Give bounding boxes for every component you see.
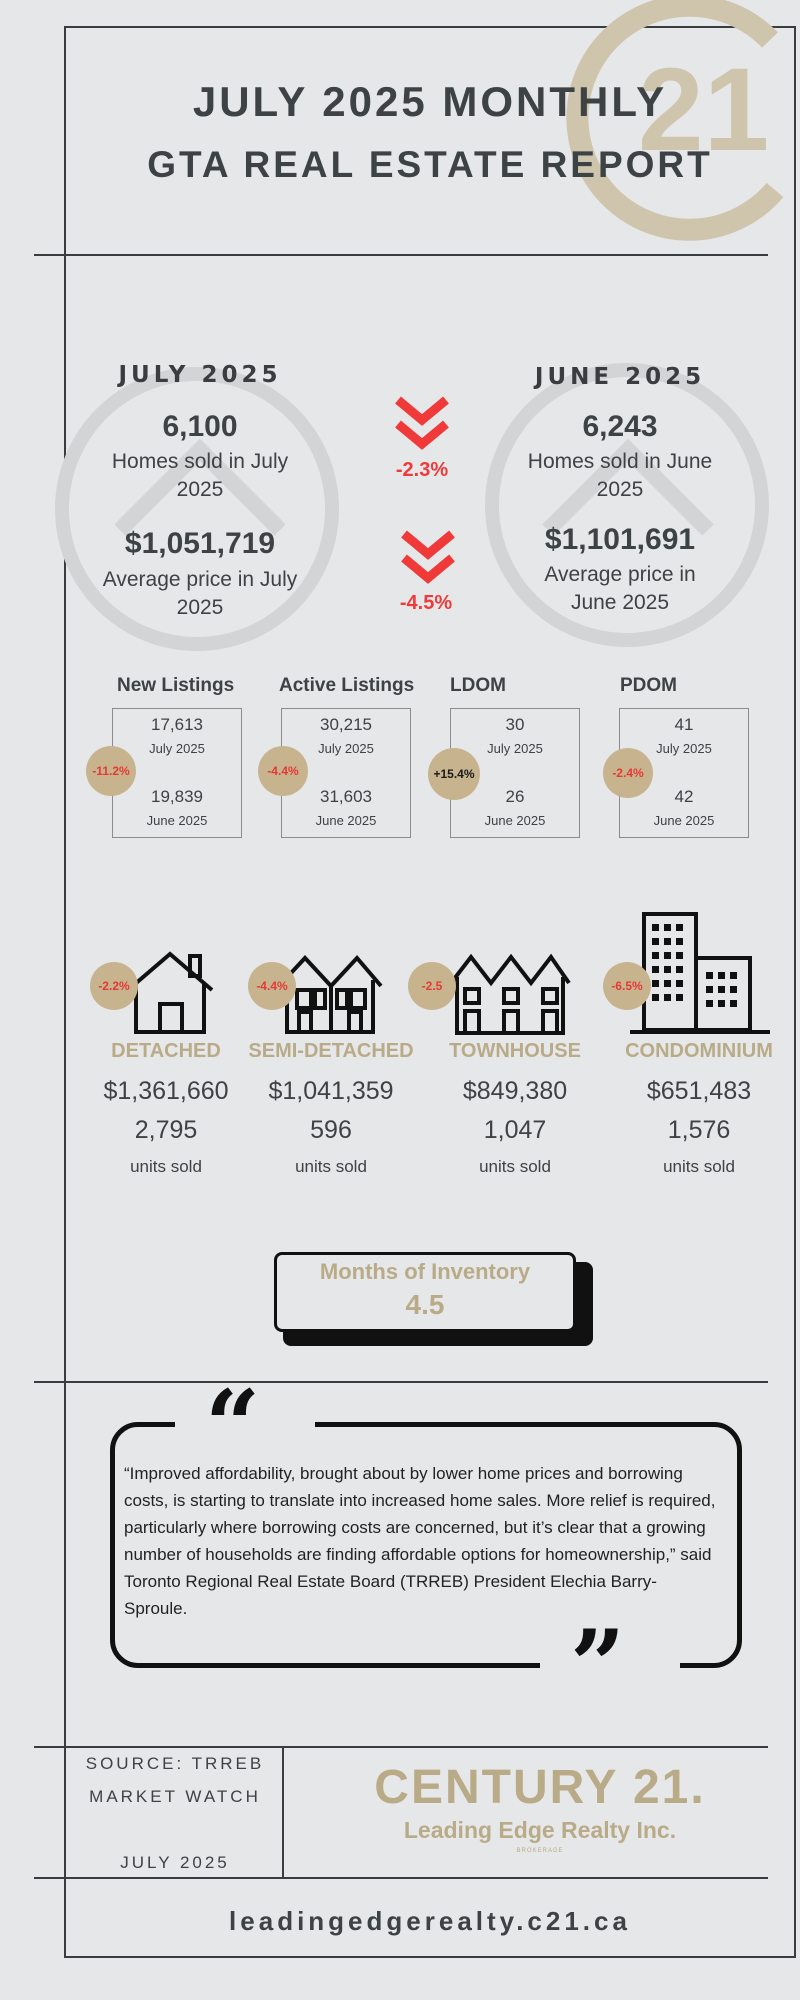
- property-type-semi-detached: [244, 1040, 418, 1177]
- page-title: JULY 2025 MONTHLY: [192, 78, 668, 125]
- double-chevron-down-icon: [392, 396, 452, 452]
- stat-june-value: 42: [674, 787, 694, 806]
- change-badge: -2.2%: [90, 962, 138, 1010]
- stat-june-value: 31,603: [320, 787, 372, 806]
- change-badge: -4.4%: [258, 746, 308, 796]
- quote-text: “Improved affordability, brought about by lower home prices and borrowing costs, is starting to translate into increased home sales. More relief is required, particularly where borrowing costs are concerned, but it’s clear that a growing number of households are finding affordable options for homeownership,” said Toronto Regional Real Estate Board (TRREB) President Elechia Barry-Sproule.: [124, 1464, 716, 1618]
- current-period-heading: JULY 2025: [118, 362, 282, 388]
- stat-june-label: June 2025: [146, 813, 208, 828]
- page-subtitle: GTA REAL ESTATE REPORT: [147, 144, 713, 185]
- inventory-box: [274, 1252, 576, 1332]
- source-line-2: MARKET WATCH: [89, 1787, 261, 1806]
- ldom-label: LDOM: [450, 675, 506, 696]
- previous-average-price: $1,101,691: [544, 523, 696, 556]
- stat-june-value: 19,839: [151, 787, 203, 806]
- property-type-townhouse: [436, 1040, 594, 1177]
- brand-tagline: BROKERAGE: [516, 1848, 564, 1854]
- current-homes-sold-label: Homes sold in July 2025: [111, 450, 289, 501]
- divider: [34, 1746, 768, 1748]
- property-type-units-label: units sold: [479, 1157, 551, 1176]
- brand-subtitle: Leading Edge Realty Inc.: [403, 1817, 677, 1843]
- current-average-price-label: Average price in July 2025: [102, 568, 298, 619]
- brand-logo: CENTURY 21.: [374, 1761, 706, 1814]
- sales-change: -2.3%: [395, 459, 449, 481]
- current-homes-sold: 6,100: [162, 410, 238, 443]
- change-badge: +15.4%: [428, 748, 480, 800]
- change-badge: -2.4%: [603, 748, 653, 798]
- stat-july-value: 41: [674, 715, 694, 734]
- pdom-label: PDOM: [620, 675, 677, 696]
- change-badge: -2.5: [408, 962, 456, 1010]
- property-type-name: TOWNHOUSE: [449, 1040, 581, 1062]
- property-type-name: SEMI-DETACHED: [248, 1040, 414, 1062]
- property-type-units-label: units sold: [130, 1157, 202, 1176]
- change-badge: -6.5%: [603, 962, 651, 1010]
- stat-july-label: July 2025: [318, 741, 374, 756]
- stat-june-label: June 2025: [653, 813, 715, 828]
- townhouse-icon: [447, 951, 573, 1035]
- stat-july-label: July 2025: [487, 741, 543, 756]
- property-type-units-label: units sold: [295, 1157, 367, 1176]
- property-type-price: $849,380: [462, 1077, 568, 1105]
- property-type-name: DETACHED: [111, 1040, 221, 1062]
- price-change: -4.5%: [399, 592, 453, 614]
- source-date: JULY 2025: [120, 1853, 230, 1872]
- previous-period-heading: JUNE 2025: [534, 364, 706, 390]
- property-type-units: 596: [310, 1116, 352, 1144]
- inventory-label: Months of Inventory: [319, 1259, 531, 1284]
- active-listings-label: Active Listings: [279, 675, 415, 696]
- property-type-price: $651,483: [646, 1077, 752, 1105]
- svg-text:21: 21: [638, 44, 770, 176]
- website-link[interactable]: leadingedgerealty.c21.ca: [229, 1906, 631, 1936]
- change-badge: -11.2%: [86, 746, 136, 796]
- divider: [34, 254, 768, 256]
- stat-june-label: June 2025: [484, 813, 546, 828]
- stat-july-value: 30: [505, 715, 525, 734]
- property-type-price: $1,361,660: [103, 1077, 229, 1105]
- stat-july-value: 17,613: [151, 715, 203, 734]
- previous-homes-sold-label: Homes sold in June 2025: [527, 450, 713, 501]
- property-type-units: 2,795: [134, 1116, 198, 1144]
- property-type-units-label: units sold: [663, 1157, 735, 1176]
- divider: [34, 1381, 768, 1383]
- property-type-name: CONDOMINIUM: [625, 1040, 773, 1062]
- open-quote-icon: “: [205, 1369, 261, 1482]
- stat-july-label: July 2025: [656, 741, 712, 756]
- property-type-condominium: [620, 1040, 778, 1177]
- divider: [34, 1877, 768, 1879]
- stat-june-label: June 2025: [315, 813, 377, 828]
- property-type-units: 1,047: [483, 1116, 547, 1144]
- property-type-detached: [96, 1040, 236, 1177]
- stat-july-label: July 2025: [149, 741, 205, 756]
- property-type-price: $1,041,359: [268, 1077, 394, 1105]
- previous-average-price-label: Average price in June 2025: [544, 563, 696, 614]
- stat-july-value: 30,215: [320, 715, 372, 734]
- source-line-1: SOURCE: TRREB: [85, 1754, 265, 1773]
- divider: [282, 1748, 284, 1877]
- double-chevron-down-icon: [398, 530, 458, 586]
- inventory-value: 4.5: [405, 1289, 445, 1320]
- property-type-units: 1,576: [667, 1116, 731, 1144]
- close-quote-icon: ”: [570, 1609, 626, 1722]
- current-average-price: $1,051,719: [124, 527, 276, 560]
- condominium-building-icon: [628, 910, 772, 1036]
- previous-homes-sold: 6,243: [582, 410, 658, 443]
- new-listings-label: New Listings: [117, 675, 235, 696]
- stat-june-value: 26: [505, 787, 525, 806]
- change-badge: -4.4%: [248, 962, 296, 1010]
